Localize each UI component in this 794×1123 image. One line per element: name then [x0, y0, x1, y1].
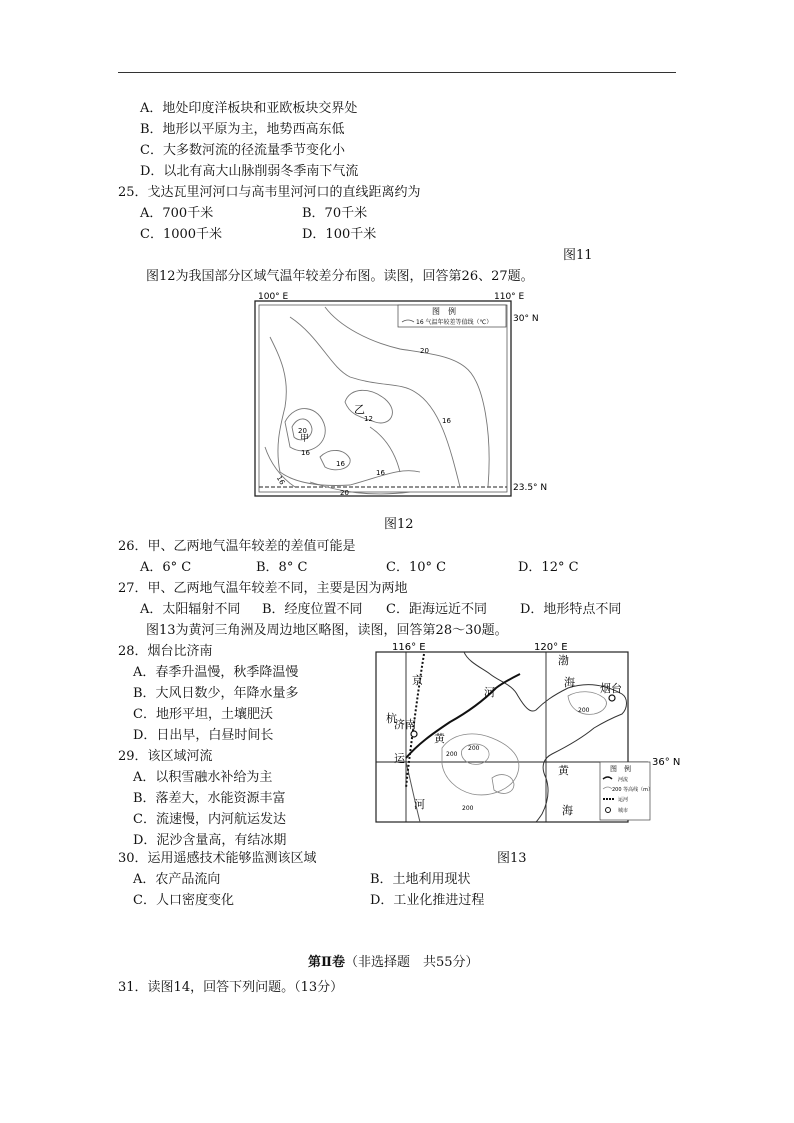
fig13-contour-label-4: 200	[462, 805, 474, 812]
fig13-river-south	[406, 762, 420, 822]
q27-stem: 27．甲、乙两地气温年较差不同，主要是因为两地	[118, 581, 408, 596]
q26-option-d: D．12° C	[518, 560, 579, 575]
q30-option-d: D．工业化推进过程	[370, 893, 485, 908]
fig12-frame	[255, 301, 511, 496]
fig13-intro: 图13为黄河三角洲及周边地区略图，读图，回答第28～30题。	[146, 623, 508, 638]
q30-stem: 30．运用遥感技术能够监测该区域	[118, 851, 317, 866]
q29-stem: 29．该区域河流	[118, 749, 213, 764]
fig12-place-jia: 甲	[300, 434, 310, 444]
fig11-caption: 图11	[563, 248, 593, 263]
q25-option-d: D．100千米	[302, 227, 377, 242]
fig13-lon-right: 120° E	[534, 642, 568, 653]
fig13-bohai-1: 渤	[558, 654, 569, 667]
fig12-lon-right: 110° E	[494, 292, 525, 302]
q29-option-d: D．泥沙含量高，有结冰期	[133, 833, 287, 848]
q26-stem: 26．甲、乙两地气温年较差的差值可能是	[118, 539, 356, 554]
fig13-bohai-2: 海	[564, 676, 575, 689]
fig13-contour-label-1: 200	[468, 745, 480, 752]
fig13-lon-left: 116° E	[392, 642, 426, 653]
q31-stem: 31．读图14，回答下列问题。（13分）	[118, 980, 344, 995]
fig13-contour-label-2: 200	[446, 751, 458, 758]
fig13-huanghai-1: 黄	[558, 764, 569, 777]
q24-option-a: A．地处印度洋板块和亚欧板块交界处	[140, 101, 358, 116]
fig13-city-jinan	[411, 731, 417, 737]
fig12-isolines	[265, 307, 489, 494]
header-rule	[118, 72, 676, 73]
fig12-iso-label-4: 20	[298, 427, 307, 435]
q28-option-c: C．地形平坦，土壤肥沃	[133, 707, 273, 722]
q26-option-c: C．10° C	[386, 560, 447, 575]
q29-option-c: C．流速慢，内河航运发达	[133, 812, 286, 827]
fig13-legend-city-icon	[606, 808, 611, 813]
q24-option-c: C．大多数河流的径流量季节变化小	[140, 143, 345, 158]
fig12-iso-label-9: 20	[340, 489, 349, 497]
fig12-iso-label-8: 16	[274, 474, 287, 487]
q26-option-a: A．6° C	[140, 560, 192, 575]
fig13-label-yantai: 烟台	[600, 682, 622, 695]
q24-option-b: B．地形以平原为主，地势西高东低	[140, 122, 345, 137]
q27-option-b: B．经度位置不同	[262, 602, 363, 617]
fig13-legend-city: 城市	[618, 808, 629, 814]
fig13-legend-title: 图 例	[610, 765, 631, 773]
fig13-huanghe-2: 黄	[434, 732, 445, 745]
fig13-contour-label-3: 200	[578, 707, 590, 714]
fig13-canal-1: 京	[412, 674, 423, 687]
fig13-lat: 36° N	[652, 757, 681, 768]
fig12-caption: 图12	[384, 517, 414, 532]
q30-option-c: C．人口密度变化	[133, 893, 234, 908]
q25-option-c: C．1000千米	[140, 227, 223, 242]
q25-option-a: A．700千米	[140, 206, 214, 221]
q28-stem: 28．烟台比济南	[118, 644, 213, 659]
fig12-iso-label-6: 16	[336, 460, 345, 468]
fig12-iso-label-7: 16	[376, 469, 385, 477]
fig13-canal-3: 运	[394, 752, 405, 765]
fig12-iso-label-3: 12	[364, 415, 373, 423]
part2-subtitle: （非选择题 共55分）	[344, 955, 479, 970]
q27-option-d: D．地形特点不同	[520, 602, 622, 617]
fig13-huanghai-2: 海	[562, 804, 573, 817]
fig13-legend-river: 河流	[618, 777, 629, 783]
q27-option-a: A．太阳辐射不同	[140, 602, 241, 617]
fig13-label-jinan: 济南	[394, 718, 416, 731]
fig13-caption: 图13	[497, 851, 527, 866]
q27-option-c: C．距海远近不同	[386, 602, 487, 617]
q25-option-b: B．70千米	[302, 206, 368, 221]
q29-option-b: B．落差大，水能资源丰富	[133, 791, 286, 806]
part2-heading	[308, 954, 479, 972]
fig13-huanghe-3: 河	[414, 798, 425, 811]
fig13-map	[372, 638, 692, 828]
fig12-intro: 图12为我国部分区域气温年较差分布图。读图，回答第26、27题。	[146, 269, 534, 284]
fig12-lat-bottom: 23.5° N	[513, 483, 548, 493]
fig13-city-yantai	[609, 695, 615, 701]
fig13-legend-canal: 运河	[618, 797, 629, 803]
q30-option-b: B．土地利用现状	[370, 872, 471, 887]
fig13-huanghe-1: 河	[484, 686, 495, 699]
fig13-legend-contour: 200 等高线（m）	[612, 787, 654, 793]
q30-option-a: A．农产品流向	[133, 872, 221, 887]
fig12-inner-frame	[259, 305, 507, 492]
fig13-canal-2: 杭	[386, 712, 397, 725]
fig12-place-yi: 乙	[354, 403, 365, 416]
q28-option-a: A．春季升温慢，秋季降温慢	[133, 665, 299, 680]
q28-option-d: D．日出早，白昼时间长	[133, 728, 274, 743]
fig12-iso-label-5: 16	[301, 449, 310, 457]
q24-option-d: D．以北有高大山脉削弱冬季南下气流	[140, 164, 359, 179]
fig12-map	[250, 287, 548, 502]
fig12-lon-left: 100° E	[258, 292, 289, 302]
q26-option-b: B．8° C	[256, 560, 308, 575]
part2-title: 第Ⅱ卷	[308, 955, 345, 970]
fig12-legend-title: 图 例	[432, 307, 456, 316]
fig12-iso-label-1: 20	[420, 347, 429, 355]
fig12-lat-top: 30° N	[513, 314, 539, 324]
fig13-yellow-river	[406, 674, 520, 758]
fig12-iso-label-2: 16	[442, 417, 451, 425]
q29-option-a: A．以积雪融水补给为主	[133, 770, 273, 785]
q28-option-b: B．大风日数少，年降水量多	[133, 686, 299, 701]
q25-stem: 25．戈达瓦里河河口与高韦里河河口的直线距离约为	[118, 185, 421, 200]
fig12-legend-item: 16 气温年较差等值线（℃）	[416, 319, 493, 326]
